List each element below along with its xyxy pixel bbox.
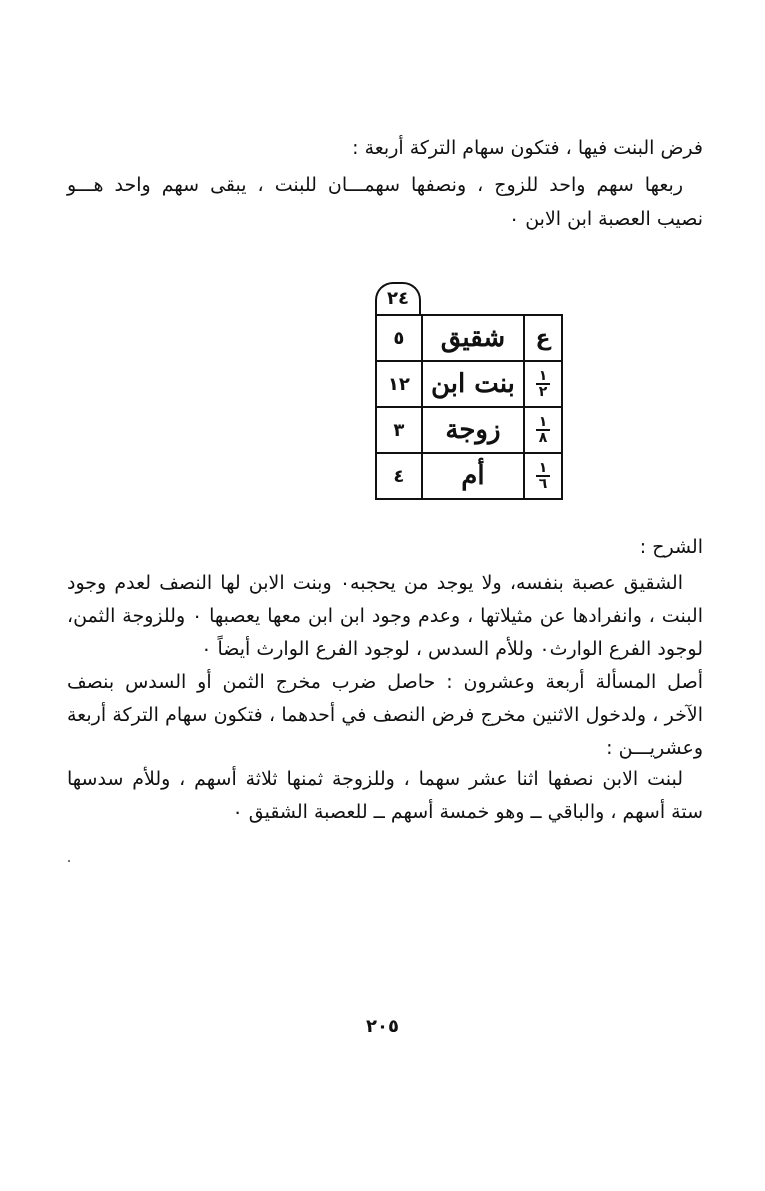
intro-line-2: ربعها سهم واحد للزوج ، ونصفها سهمـــان للبنت ، يبقى سهم واحد هـــو (67, 174, 683, 196)
intro-line-3: نصيب العصبة ابن الابن ٠ (508, 208, 703, 230)
heirs-table (375, 314, 563, 500)
explanation-p2-line-1: أصل المسألة أربعة وعشرون : حاصل ضرب مخرج الثمن أو السدس بنصف (67, 671, 703, 693)
page-number: ٢٠٥ (366, 1016, 399, 1037)
heir-share: ٣ (376, 407, 422, 453)
table-row (376, 453, 562, 499)
fraction-numerator: ١ (536, 369, 551, 385)
fraction-numerator: ١ (536, 461, 551, 477)
heir-share: ١٢ (376, 361, 422, 407)
explanation-p1-line-3: لوجود الفرع الوارث٠ وللأم السدس ، لوجود الفرع الوارث أيضاً ٠ (201, 638, 703, 660)
explanation-p2-line-3: وعشريـــن : (606, 737, 703, 759)
explanation-p2-line-2: الآخر ، ولدخول الاثنين مخرج فرض النصف في أحدهما ، فتكون سهام التركة أربعة (67, 704, 703, 726)
fraction-cell (524, 453, 562, 499)
scan-speck (68, 860, 70, 862)
base-label-cell (524, 315, 562, 361)
explanation-p3-line-2: ستة أسهم ، والباقي ــ وهو خمسة أسهم ــ للعصبة الشقيق ٠ (232, 801, 703, 823)
base-label: ع (535, 325, 551, 351)
heir-share: ٤ (376, 453, 422, 499)
fraction-denominator: ٨ (538, 429, 548, 446)
table-row (376, 315, 562, 361)
fraction-cell (524, 407, 562, 453)
heir-name: زوجة (422, 407, 524, 453)
total-shares-label: ٢٤ (375, 282, 421, 314)
fraction (536, 415, 551, 445)
fraction-denominator: ٢ (538, 383, 548, 400)
fraction-cell (524, 361, 562, 407)
explanation-p1-line-2: البنت ، وانفرادها عن مثيلاتها ، وعدم وجود ابن ابن معها يعصبها ٠ وللزوجة الثمن، (67, 605, 703, 627)
fraction-denominator: ٦ (538, 475, 548, 492)
heir-share: ٥ (376, 315, 422, 361)
heir-name: بنت ابن (422, 361, 524, 407)
heir-name: أم (422, 453, 524, 499)
explanation-p1-line-1: الشقيق عصبة بنفسه، ولا يوجد من يحجبه٠ وبنت الابن لها النصف لعدم وجود (67, 572, 683, 594)
fraction-numerator: ١ (536, 415, 551, 431)
inheritance-table (375, 282, 563, 496)
explanation-heading: الشرح : (639, 536, 703, 558)
fraction (536, 461, 551, 491)
table-row (376, 407, 562, 453)
heir-name: شقيق (422, 315, 524, 361)
explanation-p3-line-1: لبنت الابن نصفها اثنا عشر سهما ، وللزوجة ثمنها ثلاثة أسهم ، وللأم سدسها (67, 768, 683, 790)
fraction (536, 369, 551, 399)
intro-line-1: فرض البنت فيها ، فتكون سهام التركة أربعة : (352, 137, 703, 159)
table-row (376, 361, 562, 407)
